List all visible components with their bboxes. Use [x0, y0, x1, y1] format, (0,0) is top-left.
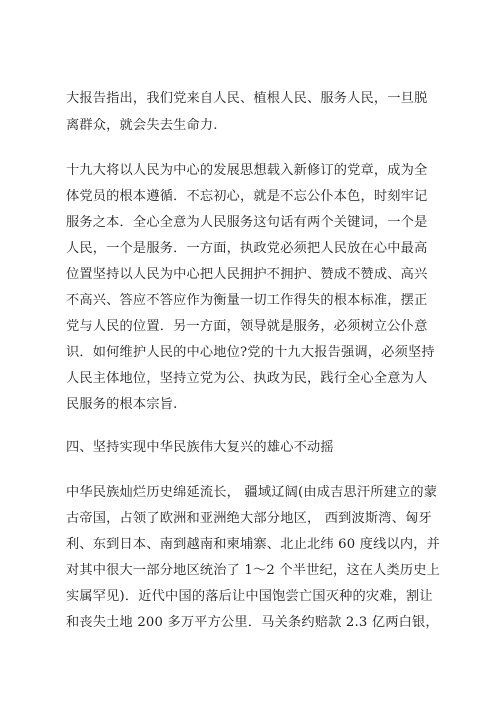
paragraph-2-line-4: 人民，一个是服务．一方面，执政党必须把人民放在心中最高 — [66, 241, 428, 256]
paragraph-2-line-2: 体党员的根本遵循．不忘初心，就是不忘公仆本色，时刻牢记 — [66, 189, 428, 204]
paragraph-2-line-1: 十九大将以人民为中心的发展思想载入新修订的党章，成为全 — [66, 163, 428, 178]
paragraph-1-line-1: 大报告指出，我们党来自人民、植根人民、服务人民，一旦脱 — [66, 91, 428, 106]
paragraph-3-line-1: 中华民族灿烂历史绵延流长， 疆域辽阔(由成吉思汗所建立的蒙 — [66, 485, 438, 500]
paragraph-2-line-3: 服务之本．全心全意为人民服务这句话有两个关键词，一个是 — [66, 215, 428, 230]
paragraph-3-line-4: 对其中很大一部分地区统治了 1～2 个半世纪，这在人类历史上 — [66, 563, 441, 578]
paragraph-2-line-6: 不高兴、答应不答应作为衡量一切工作得失的根本标准，摆正 — [66, 293, 428, 308]
paragraph-1-line-2: 离群众，就会失去生命力. — [66, 118, 218, 133]
paragraph-3-line-5: 实属罕见)．近代中国的落后让中国饱尝亡国灭种的灾难，割让 — [66, 589, 433, 604]
paragraph-2-line-9: 人民主体地位，坚持立党为公、执政为民，践行全心全意为人 — [66, 371, 428, 386]
paragraph-2-line-10: 民服务的根本宗旨. — [66, 397, 178, 412]
paragraph-3-line-6: 和丧失土地 200 多万平方公里．马关条约赔款 2.3 亿两白银， — [66, 615, 439, 630]
paragraph-2-line-5: 位置坚持以人民为中心把人民拥护不拥护、赞成不赞成、高兴 — [66, 267, 428, 282]
paragraph-3-line-3: 利、东到日本、南到越南和柬埔寨、北止北纬 60 度线以内，并 — [66, 537, 441, 552]
paragraph-2-line-8: 识．如何维护人民的中心地位?党的十九大报告强调，必须坚持 — [66, 345, 435, 360]
section-heading: 四、坚持实现中华民族伟大复兴的雄心不动摇 — [66, 440, 334, 455]
paragraph-3-line-2: 古帝国，占领了欧洲和亚洲绝大部分地区， 西到波斯湾、匈牙 — [66, 511, 432, 526]
paragraph-2-line-7: 党与人民的位置．另一方面，领导就是服务，必须树立公仆意 — [66, 319, 428, 334]
